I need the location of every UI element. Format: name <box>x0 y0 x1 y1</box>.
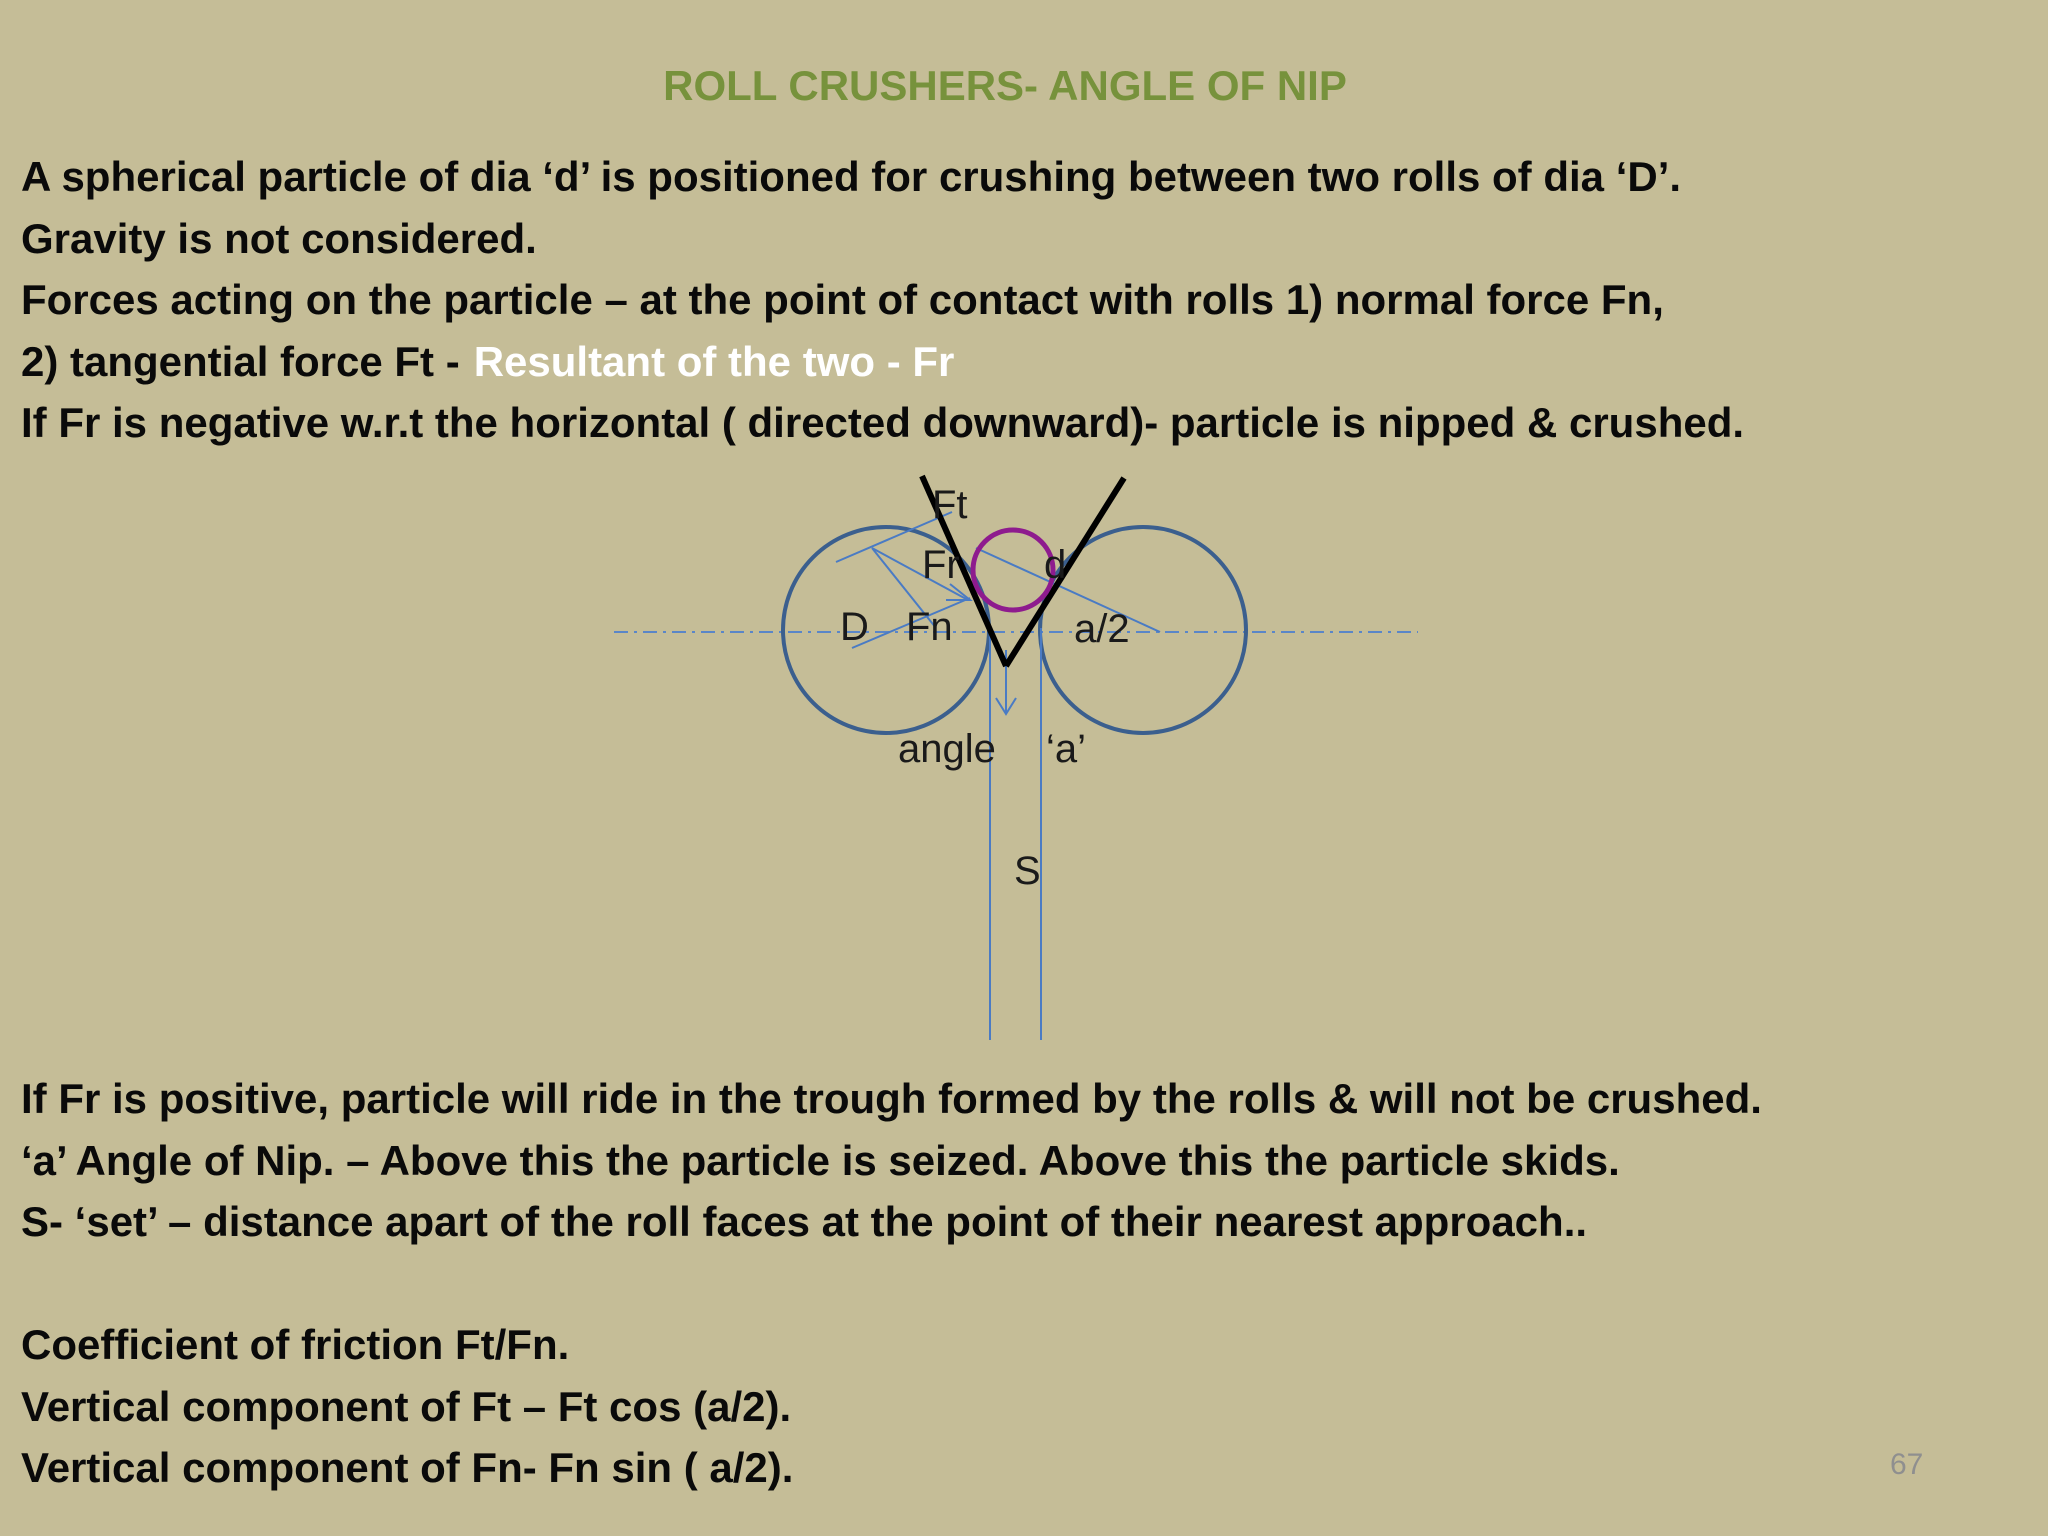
bottom-paragraph <box>21 1314 2011 1499</box>
label-set: S <box>1014 849 1041 893</box>
bottom-line-2: Vertical component of Ft – Ft cos (a/2). <box>21 1382 792 1430</box>
middle-line-3: S- ‘set’ – distance apart of the roll faces at the point of their nearest approach.. <box>21 1198 1588 1245</box>
page-number: 67 <box>1890 1448 1924 1481</box>
label-fn: Fn <box>906 605 953 649</box>
intro-line-1: A spherical particle of dia ‘d’ is positioned for crushing between two rolls of dia ‘D’. <box>21 153 1682 200</box>
middle-line-2: ‘a’ Angle of Nip. – Above this the particle is seized. Above this the particle skids. <box>21 1136 1620 1184</box>
label-d-small: d <box>1044 543 1067 587</box>
slide-title: ROLL CRUSHERS- ANGLE OF NIP <box>663 62 1347 109</box>
label-ft: Ft <box>932 483 968 527</box>
label-fr: Fr <box>922 543 960 587</box>
label-a: ‘a’ <box>1046 727 1087 771</box>
intro-line-5: If Fr is negative w.r.t the horizontal ( directed downward)- particle is nipped & crushed. <box>21 399 1745 446</box>
intro-line-3: Forces acting on the particle – at the point of contact with rolls 1) normal force Fn, <box>21 276 1664 323</box>
middle-line-1: If Fr is positive, particle will ride in the trough formed by the rolls & will not be crushed. <box>21 1075 1762 1122</box>
label-half-angle: a/2 <box>1074 607 1130 651</box>
label-d-large: D <box>840 605 869 649</box>
bottom-line-1: Coefficient of friction Ft/Fn. <box>21 1321 570 1368</box>
label-angle: angle <box>898 727 996 771</box>
bottom-line-3: Vertical component of Fn- Fn sin ( a/2). <box>21 1444 794 1491</box>
resultant-highlight: Resultant of the two - Fr <box>473 337 955 385</box>
intro-line-2: Gravity is not considered. <box>21 214 537 262</box>
intro-line-4-text: 2) tangential force Ft - <box>21 337 460 385</box>
particle <box>973 530 1053 610</box>
middle-paragraph <box>21 1068 2011 1253</box>
